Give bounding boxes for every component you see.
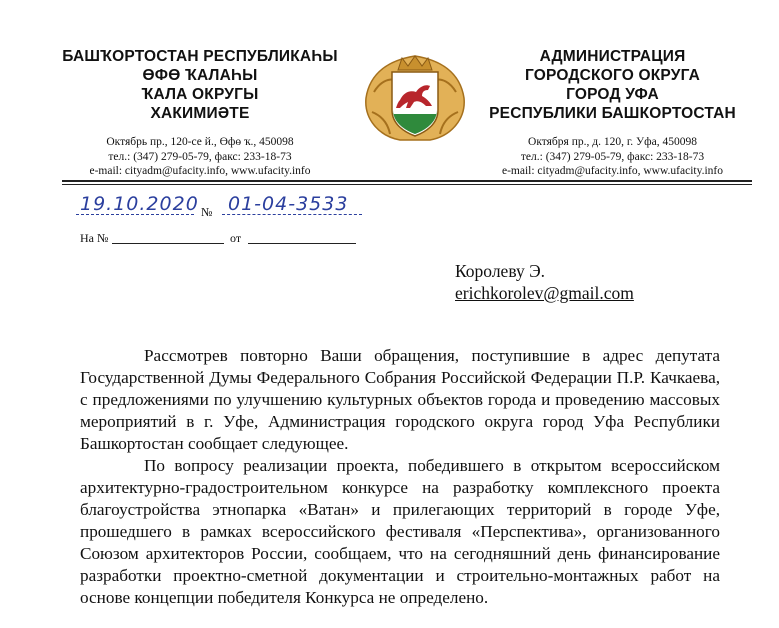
number-sign-label: №	[201, 205, 213, 219]
header-left-address-line: e-mail: cityadm@ufacity.info, www.ufacity.info	[89, 165, 311, 177]
header-right-address-line: Октября пр., д. 120, г. Уфа, 450098	[528, 136, 697, 148]
recipient-email[interactable]: erichkorolev@gmail.com	[455, 283, 634, 303]
header-right-address	[470, 135, 755, 179]
ref-number-label: На №	[80, 231, 109, 245]
header-left-title-line: БАШҠОРТОСТАН РЕСПУБЛИКАҺЫ	[62, 48, 338, 65]
header-right-title-line: РЕСПУБЛИКИ БАШКОРТОСТАН	[489, 105, 736, 122]
ref-date-blank	[248, 243, 356, 244]
body-paragraph: По вопросу реализации проекта, победившего в открытом всероссийском архитектурно-градостроительном конкурсе на разработку комплексного проекта благоустройства этнопарка «Ватан» и прилегающих территорий в городе Уфе, прошедшего в рамках всероссийского фестиваля «Перспектива», организованного Союзом архитекторов России, сообщаем, что на сегодняшний день финансирование разработки проектно-сметной документации и строительно-монтажных работ на основе концепции победителя Конкурса не определено.	[80, 456, 720, 607]
header-right-title-line: ГОРОДСКОГО ОКРУГА	[524, 67, 701, 84]
ufa-coat-of-arms-icon	[360, 52, 470, 144]
header-left-address-line: тел.: (347) 279-05-79, факс: 233-18-73	[108, 150, 292, 163]
header-right-russian	[470, 47, 755, 179]
header-divider-thin	[62, 184, 752, 185]
header-right-title-line: ГОРОД УФА	[566, 86, 659, 103]
registration-date: 19.10.2020	[80, 193, 199, 215]
header-left-title-line: ҠАЛА ОКРУГЫ	[141, 86, 259, 103]
recipient-name: Королеву Э.	[455, 261, 546, 281]
header-left-title-line: ХАКИМИӘТЕ	[150, 105, 250, 122]
header-divider-thick	[62, 180, 752, 182]
header-right-address-line: e-mail: cityadm@ufacity.info, www.ufacity.info	[501, 165, 724, 177]
header-left-title	[40, 47, 360, 123]
header-right-address-line: тел.: (347) 279-05-79, факс: 233-18-73	[520, 150, 705, 163]
header-left-bashkir	[40, 47, 360, 179]
body-paragraph: Рассмотрев повторно Ваши обращения, поступившие в адрес депутата Государственной Думы Федерального Собрания Российской Федерации П.Р. Качкаева, с предложениями по улучшению культурных объектов города и проведению массовых мероприятий в г. Уфе, Администрация городского округа город Уфа Республики Башкортостан сообщает следующее.	[80, 346, 720, 453]
ref-number-blank	[112, 243, 224, 244]
ref-from-label: от	[230, 231, 242, 245]
header-left-address	[40, 135, 360, 179]
recipient-block	[455, 260, 634, 304]
letter-body	[80, 345, 720, 609]
header-right-title-line: АДМИНИСТРАЦИЯ	[539, 48, 686, 65]
registration-number: 01-04-3533	[228, 193, 349, 215]
header-left-title-line: ӨФӨ ҠАЛАҺЫ	[142, 67, 258, 84]
header-left-address-line: Октябрь пр., 120-се й., Өфө ҡ., 450098	[106, 136, 294, 148]
header-right-title	[470, 47, 755, 123]
